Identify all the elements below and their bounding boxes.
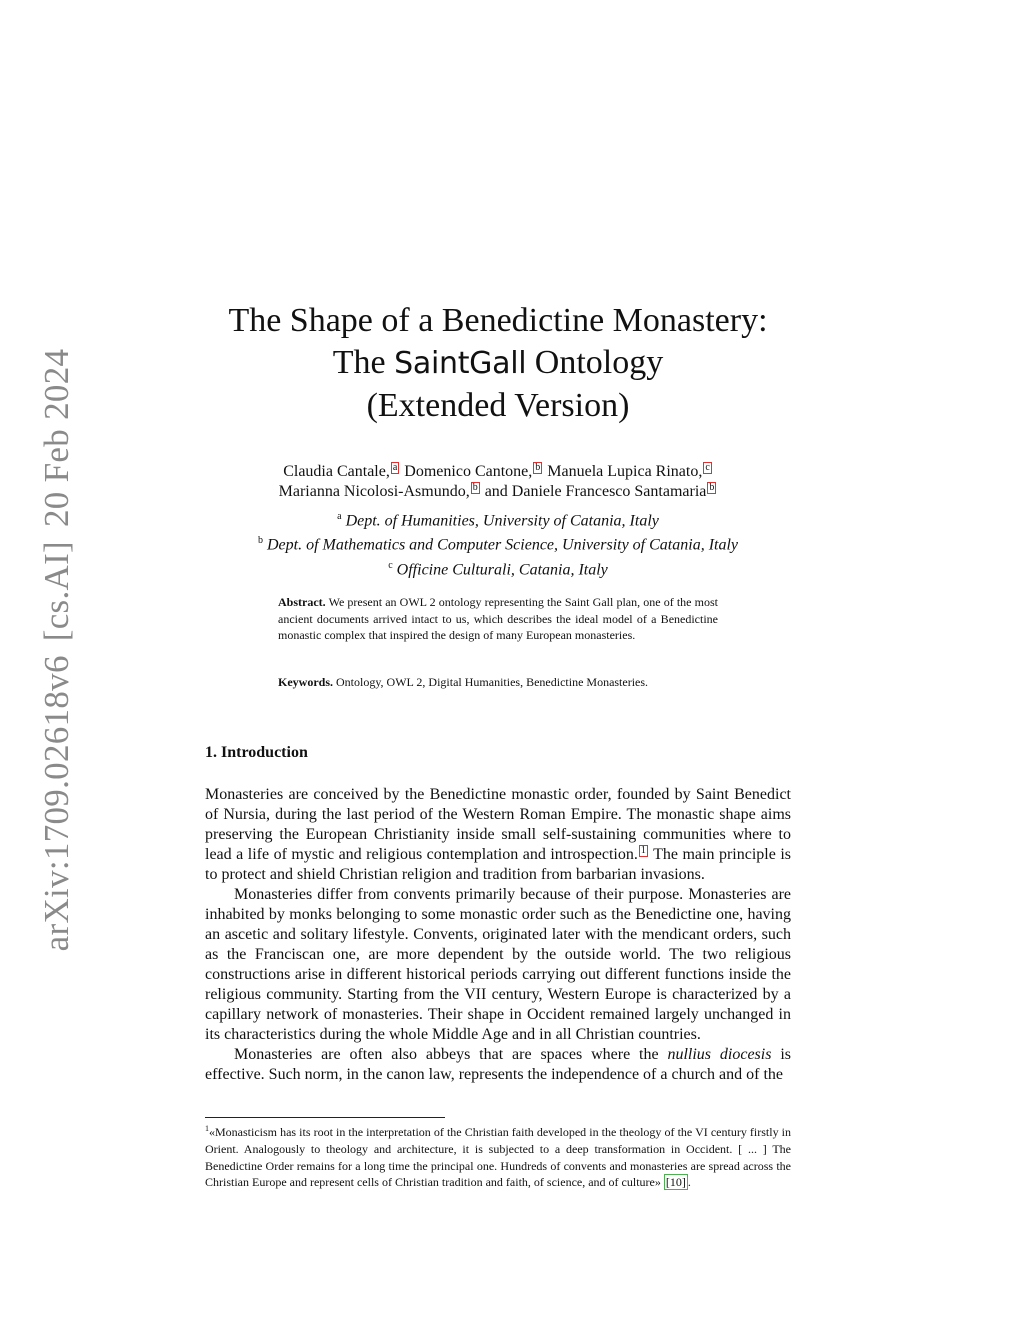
author-name: Marianna Nicolosi-Asmundo, [278, 483, 470, 500]
footnote [205, 1121, 791, 1191]
paragraph-text: The main principle is to protect and shield Christian religion and tradition from barbarian invasions. [205, 846, 792, 883]
author-name: and Daniele Francesco Santamaria [484, 483, 707, 500]
arxiv-id: arXiv:1709.02618v6 [37, 655, 76, 952]
abstract [278, 594, 718, 644]
affiliation-mark: c [388, 559, 393, 571]
citation-link[interactable]: [10] [665, 1175, 686, 1190]
author-line-1 [205, 462, 791, 482]
paragraph [205, 785, 791, 885]
paragraph: Monasteries differ from convents primarily because of their purpose. Monasteries are inhabited by monks belonging to some monastic order such as the Benedictine one, having an ascetic and solitary lifestyle. Convents, originated later with the mendicant orders, such as the Franciscan one, are more dependent by the outside world. The two religious constructions arise in different historical periods carrying out different functions inside the religious community. Starting from the VII century, Western Europe is characterized by a capillary network of monasteries. Their shape in Occident remained largely unchanged in its characteristics during the whole Middle Age and in all Christian countries. [205, 886, 791, 1043]
affiliation-item [205, 556, 791, 580]
affiliation-mark: a [337, 511, 342, 522]
affiliation-mark: b [257, 535, 263, 547]
arxiv-date: 20 Feb 2024 [37, 348, 76, 527]
author-name: Domenico Cantone, [404, 463, 533, 480]
footnote-link[interactable]: 1 [640, 845, 646, 856]
footnote-text: «Monasticism has its root in the interpretation of the Christian faith developed in the theology of the VI century firstly in Orient. Analogously to theology and architecture, it is subjected to a deep transformation in Occident. [ ... ] The Benedictine Order remains for a long time the principal one. Hundreds of convents and monasteries are spread across the Christian Europe and represent cells of Christian tradition and faith, of science, and of culture» [205, 1125, 791, 1190]
title-line-1: The Shape of a Benedictine Monastery: [228, 302, 768, 339]
footnote-rule [205, 1117, 445, 1118]
affiliation-link[interactable]: b [535, 462, 541, 473]
affiliation-link[interactable]: c [705, 462, 710, 473]
keywords-label: Keywords. [278, 675, 333, 689]
title-ontology: Ontology [534, 344, 664, 381]
author-list [205, 462, 791, 502]
keywords [278, 674, 718, 691]
author-name: Manuela Lupica Rinato, [547, 463, 703, 480]
title-line-2 [205, 342, 791, 385]
affiliation-text: Dept. of Mathematics and Computer Science, University of Catania, Italy [266, 536, 739, 554]
title-the: The [332, 344, 386, 381]
keywords-text: Ontology, OWL 2, Digital Humanities, Benedictine Monasteries. [336, 675, 649, 689]
latin-term: nullius diocesis [667, 1046, 772, 1063]
affiliation-text: Dept. of Humanities, University of Catania, Italy [345, 512, 659, 530]
abstract-text: We present an OWL 2 ontology representing the Saint Gall plan, one of the most ancient documents arrived intact to us, which describes the ideal model of a Benedictine monastic complex that inspired the design of many European monasteries. [278, 595, 718, 642]
footnote-end: . [687, 1175, 691, 1190]
arxiv-identifier-stamp [37, 349, 77, 952]
abstract-label: Abstract. [278, 595, 326, 609]
affiliation-item [205, 531, 791, 555]
affiliation-link[interactable]: b [472, 482, 478, 493]
affiliation-item [205, 507, 791, 531]
body-text [205, 785, 791, 1085]
paragraph [205, 1045, 791, 1085]
footnote-mark: 1 [205, 1124, 209, 1133]
affiliation-link[interactable]: a [392, 462, 398, 473]
affiliation-list [205, 507, 791, 580]
paper-title [205, 300, 791, 427]
paragraph-text: Monasteries are often also abbeys that are spaces where the [234, 1046, 668, 1063]
affiliation-text: Officine Culturali, Catania, Italy [396, 560, 608, 578]
title-saintgall: SaintGall [394, 346, 527, 381]
author-line-2 [205, 482, 791, 502]
section-heading: 1. Introduction [205, 744, 308, 761]
paragraph-text: is effective. Such norm, in the canon law, represents the independence of a church and of the [205, 1046, 791, 1083]
title-line-3: (Extended Version) [366, 387, 630, 424]
author-name: Claudia Cantale, [283, 463, 390, 480]
affiliation-link[interactable]: b [709, 482, 715, 493]
arxiv-category: [cs.AI] [37, 540, 76, 642]
paragraph-text: Monasteries are conceived by the Benedictine monastic order, founded by Saint Benedict of Nursia, during the last period of the Western Roman Empire. The monastic shape aims preserving the European Christianity inside small self-sustaining communities where to lead a life of mystic and religious contemplation and introspection. [205, 786, 791, 863]
